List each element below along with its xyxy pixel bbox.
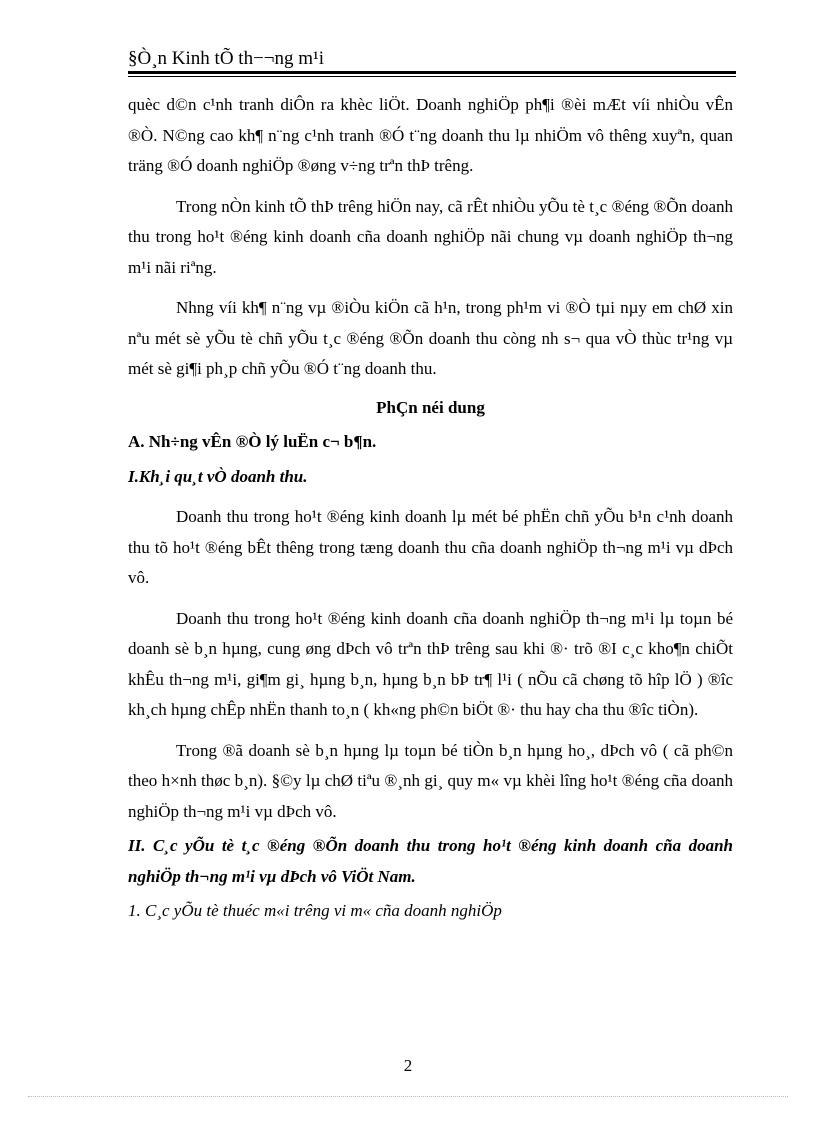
heading-1: 1. C¸c yÕu tè thuéc m«i trêng vi m« cña doanh nghiÖp bbox=[128, 901, 502, 920]
page-bottom-divider bbox=[28, 1096, 788, 1097]
heading-i: I.Kh¸i qu¸t vÒ doanh thu. bbox=[128, 466, 308, 486]
paragraph-2: Trong nÒn kinh tÕ thÞ trêng hiÖn nay, cã rÊt nhiÒu yÕu tè t¸c ®éng ®Õn doanh thu trong ho¹t ®éng kinh doanh cña doanh nghiÖp nãi chung vµ doanh nghiÖp th¬ng m¹i nãi riªng. bbox=[128, 196, 733, 277]
document-body bbox=[128, 90, 733, 927]
header-rule-thick bbox=[128, 71, 736, 74]
header-rule-thin bbox=[128, 76, 736, 77]
paragraph-4: Doanh thu trong ho¹t ®éng kinh doanh lµ mét bé phËn chñ yÕu b¹n c¹nh doanh thu tõ ho¹t ®éng bÊt thêng trong tæng doanh thu cña doanh nghiÖp th¬ng m¹i vµ dÞch vô. bbox=[128, 507, 733, 587]
heading-a: A. Nh÷ng vÊn ®Ò lý luËn c¬ b¶n. bbox=[128, 432, 377, 451]
heading-ii: II. C¸c yÕu tè t¸c ®éng ®Õn doanh thu trong ho¹t ®éng kinh doanh cña doanh nghiÖp th¬ng m¹i vµ dÞch vô ViÖt Nam. bbox=[128, 836, 733, 886]
section-heading-content: PhÇn néi dung bbox=[376, 397, 485, 417]
paragraph-5: Doanh thu trong ho¹t ®éng kinh doanh cña doanh nghiÖp th¬ng m¹i lµ toµn bé doanh sè b¸n hµng, cung øng dÞch vô trªn thÞ trêng sau khi ®· trõ ®I c¸c kho¶n chiÕt khÊu th¬ng m¹i, gi¶m gi¸ hµng b¸n, hµng b¸n bÞ tr¶ l¹i ( nÕu cã chøng tõ hîp lÖ ) ®îc kh¸ch hµng chÊp nhËn thanh to¸n ( kh«ng ph©n biÖt ®· thu hay cha thu ®îc tiÒn). bbox=[128, 608, 733, 719]
paragraph-6: Trong ®ã doanh sè b¸n hµng lµ toµn bé tiÒn b¸n hµng ho¸, dÞch vô ( cã ph©n theo h×nh thøc b¸n). §©y lµ chØ tiªu ®¸nh gi¸ quy m« vµ khèi lîng ho¹t ®éng cña doanh nghiÖp th¬ng m¹i vµ dÞch vô. bbox=[128, 740, 733, 821]
paragraph-3: Nhng víi kh¶ n¨ng vµ ®iÒu kiÖn cã h¹n, trong ph¹m vi ®Ò tµi nµy em chØ xin nªu mét sè yÕu tè chñ yÕu t¸c ®éng ®Õn doanh thu còng nh s¬ qua vÒ thùc tr¹ng vµ mét sè gi¶i ph¸p chñ yÕu ®Ó t¨ng doanh thu. bbox=[128, 298, 733, 378]
page-header-title: §Ò¸n Kinh tÕ th−¬ng m¹i bbox=[128, 48, 325, 69]
page-number: 2 bbox=[403, 1056, 413, 1075]
paragraph-1: quèc d©n c¹nh tranh diÔn ra khèc liÖt. Doanh nghiÖp ph¶i ®èi mÆt víi nhiÒu vÊn ®Ò. N©ng cao kh¶ n¨ng c¹nh tranh ®Ó t¨ng doanh thu lµ nhiÖm vô thêng xuyªn, quan träng ®Ó doanh nghiÖp ®øng v÷ng trªn thÞ trêng. bbox=[128, 95, 733, 175]
